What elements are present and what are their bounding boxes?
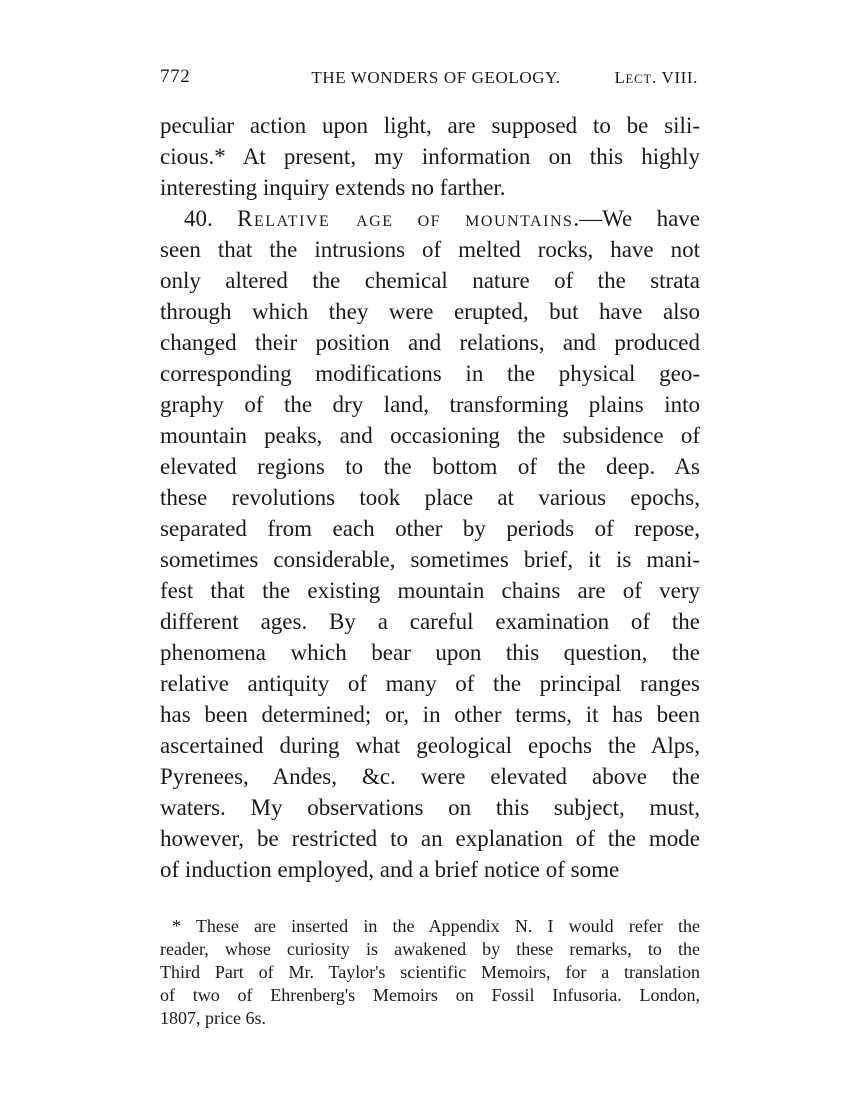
body-line: relative antiquity of many of the principal ranges (160, 671, 700, 696)
section-number: 40. (184, 206, 213, 231)
body-line: only altered the chemical nature of the strata (160, 268, 700, 293)
body-line: different ages. By a careful examination of the (160, 609, 700, 634)
body-line: interesting inquiry extends no farther. (160, 175, 506, 200)
page-number: 772 (160, 66, 191, 87)
body-line: phenomena which bear upon this question, the (160, 640, 700, 665)
running-head (160, 66, 700, 94)
section-heading-line (160, 203, 700, 234)
body-line: waters. My observations on this subject, must, (160, 795, 700, 820)
footnote-line: reader, whose curiosity is awakened by these remarks, to the (160, 939, 700, 959)
body-line: through which they were erupted, but have also (160, 299, 700, 324)
section-heading-continuation: .—We have (573, 206, 701, 231)
body-line: of induction employed, and a brief notice of some (160, 857, 620, 882)
body-line: Pyrenees, Andes, &c. were elevated above the (160, 764, 700, 789)
running-title: THE WONDERS OF GEOLOGY. (311, 68, 561, 87)
section-heading-small: AGE OF MOUNTAINS (356, 213, 574, 230)
section-heading-cap: R (237, 206, 254, 231)
footnote-line: of two of Ehrenberg's Memoirs on Fossil Infusoria. London, (160, 985, 700, 1005)
lecture-label-number: . VIII. (652, 68, 698, 87)
body-line: has been determined; or, in other terms, it has been (160, 702, 700, 727)
body-line: separated from each other by periods of repose, (160, 516, 700, 541)
lecture-label-cap: L (614, 68, 626, 87)
body-line: changed their position and relations, and produced (160, 330, 700, 355)
body-line: cious.* At present, my information on this highly (160, 144, 700, 169)
body-line: graphy of the dry land, transforming plains into (160, 392, 700, 417)
book-page (160, 0, 700, 1100)
body-line: sometimes considerable, sometimes brief, it is mani- (160, 547, 700, 572)
body-line: elevated regions to the bottom of the deep. As (160, 454, 700, 479)
footnote-line: * These are inserted in the Appendix N. I would refer the (172, 916, 700, 936)
body-line: corresponding modifications in the physical geo- (160, 361, 700, 386)
body-line: mountain peaks, and occasioning the subsidence of (160, 423, 700, 448)
body-line: ascertained during what geological epochs the Alps, (160, 733, 700, 758)
lecture-label (615, 68, 699, 88)
footnote-line: 1807, price 6s. (160, 1008, 266, 1028)
body-text (160, 110, 700, 885)
section-heading (237, 206, 573, 231)
body-line: peculiar action upon light, are supposed to be sili- (160, 113, 700, 138)
footnote-line: Third Part of Mr. Taylor's scientific Memoirs, for a translation (160, 962, 700, 982)
body-line: seen that the intrusions of melted rocks, have not (160, 237, 700, 262)
section-heading-small: ELATIVE (253, 213, 331, 230)
body-line: these revolutions took place at various epochs, (160, 485, 700, 510)
footnote (160, 915, 700, 1030)
body-line: fest that the existing mountain chains are of very (160, 578, 700, 603)
body-line: however, be restricted to an explanation of the mode (160, 826, 700, 851)
lecture-label-small: ECT (625, 72, 653, 86)
